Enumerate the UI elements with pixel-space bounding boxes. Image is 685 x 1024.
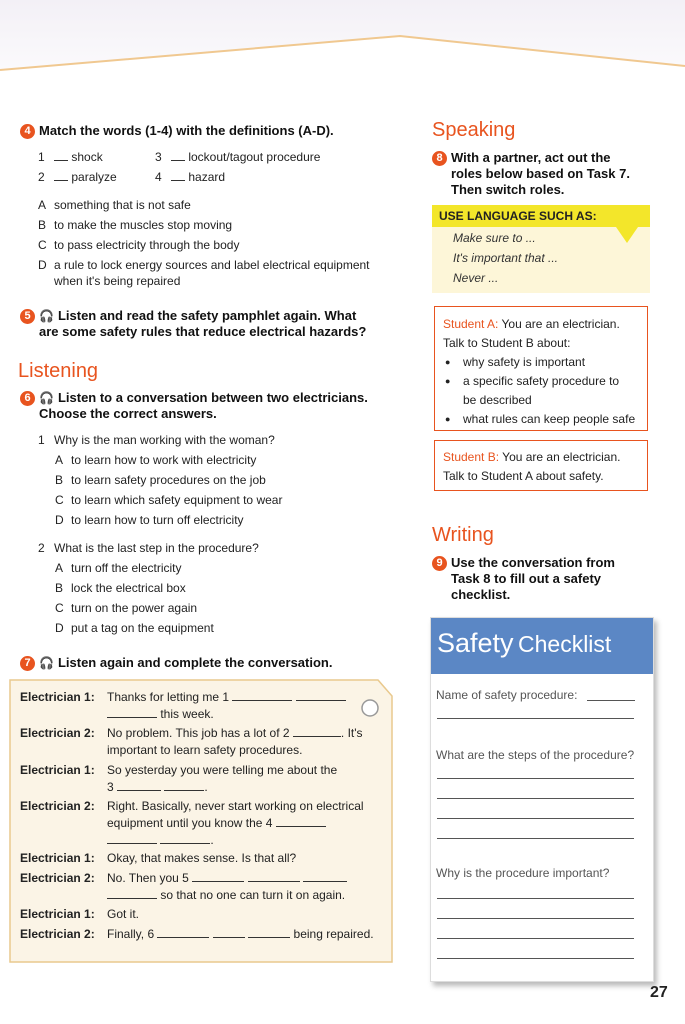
word-1: 1 shock — [38, 150, 103, 164]
word-4: 4 hazard — [155, 170, 226, 184]
option: A turn off the electricity — [55, 561, 182, 575]
task-9-heading: 9 Use the conversation from Task 8 to fill out a safety checklist. — [432, 555, 662, 603]
option: D put a tag on the equipment — [55, 621, 214, 635]
page-number: 27 — [650, 984, 668, 1001]
conv-line-7: Electrician 1: Got it. — [20, 907, 140, 921]
phrase-2: It's important that ... — [453, 251, 558, 265]
conv-line-6: Electrician 2: No. Then you 5 so that no one can turn it on again. — [20, 871, 346, 902]
definition-d: D a rule to lock energy sources and label electrical equipment — [38, 258, 370, 272]
answer-line[interactable] — [437, 938, 634, 939]
definition-c: C to pass electricity through the body — [38, 238, 240, 252]
headphones-icon: 🎧 — [39, 656, 54, 670]
definition-a: A something that is not safe — [38, 198, 191, 212]
bullet-2: ● a specific safety procedure to be described — [443, 372, 647, 410]
headphones-icon: 🎧 — [39, 309, 54, 323]
top-decorative-band — [0, 0, 685, 90]
task-6-heading: 6 🎧 Listen to a conversation between two electricians. Choose the correct answers. — [20, 390, 400, 422]
answer-line[interactable] — [437, 918, 634, 919]
task-7-heading: 7 🎧 Listen again and complete the conversation. — [20, 655, 332, 671]
headphones-icon: 🎧 — [39, 391, 54, 405]
word-3: 3 lockout/tagout procedure — [155, 150, 321, 164]
task-8-heading: 8 With a partner, act out the roles below based on Task 7. Then switch roles. — [432, 150, 662, 198]
conv-line-5: Electrician 1: Okay, that makes sense. Is that all? — [20, 851, 297, 865]
student-a-box: Student A: You are an electrician. Talk to Student B about: ● why safety is important ● a specific safety procedure to be described ● what rules can keep people safe — [434, 306, 648, 431]
option: D to learn how to turn off electricity — [55, 513, 244, 527]
conv-line-1: Electrician 1: Thanks for letting me 1 this week. — [0, 689, 398, 723]
word-2: 2 paralyze — [38, 170, 117, 184]
option: C turn on the power again — [55, 601, 198, 615]
answer-line[interactable] — [587, 700, 635, 701]
student-b-box: Student B: You are an electrician. Talk to Student A about safety. — [434, 440, 648, 491]
speaking-heading: Speaking — [432, 119, 516, 141]
conv-line-2: Electrician 2: No problem. This job has a lot of 2 . It's important to learn safety procedures. — [20, 726, 363, 757]
listening-heading: Listening — [18, 360, 99, 382]
phrase-1: Make sure to ... — [453, 231, 536, 245]
conv-line-4: Electrician 2: Right. Basically, never start working on electrical equipment until you know the 4 . — [20, 799, 364, 847]
answer-line[interactable] — [437, 798, 634, 799]
bullet-3: ● what rules can keep people safe — [443, 410, 647, 429]
phrase-3: Never ... — [453, 271, 499, 285]
field-name-label: Name of safety procedure: — [436, 688, 578, 702]
conv-line-8: Electrician 2: Finally, 6 being repaired. — [20, 927, 374, 941]
answer-line[interactable] — [437, 718, 634, 719]
task-4-heading: 4 Match the words (1-4) with the definitions (A-D). — [20, 123, 334, 139]
task-5-heading: 5 🎧 Listen and read the safety pamphlet again. What are some safety rules that reduce electrical hazards? — [20, 308, 400, 340]
answer-line[interactable] — [437, 898, 634, 899]
question-2: 2 What is the last step in the procedure? A turn off the electricity B lock the electrical box C turn on the power again D put a tag on the equipment — [38, 538, 398, 638]
answer-line[interactable] — [437, 958, 634, 959]
definition-d-cont: when it's being repaired — [54, 274, 181, 288]
option: B to learn safety procedures on the job — [55, 473, 266, 487]
question-1: 1 Why is the man working with the woman? A to learn how to work with electricity B to learn safety procedures on the job C to learn which safety equipment to wear D to learn how to turn off electricity — [38, 430, 398, 530]
use-language-box — [432, 205, 650, 293]
field-why-label: Why is the procedure important? — [436, 866, 610, 880]
option: B lock the electrical box — [55, 581, 186, 595]
callout-pointer — [616, 227, 638, 243]
definitions-list — [38, 195, 398, 289]
safety-checklist — [430, 617, 654, 982]
answer-line[interactable] — [437, 838, 634, 839]
definition-b: B to make the muscles stop moving — [38, 218, 233, 232]
writing-heading: Writing — [432, 524, 494, 546]
bullet-1: ● why safety is important — [443, 353, 647, 372]
field-steps-label: What are the steps of the procedure? — [436, 748, 635, 762]
checklist-title: Safety Checklist — [431, 618, 653, 674]
use-language-title: USE LANGUAGE SUCH AS: — [432, 205, 650, 227]
answer-line[interactable] — [437, 818, 634, 819]
option: A to learn how to work with electricity — [55, 453, 257, 467]
option: C to learn which safety equipment to wear — [55, 493, 283, 507]
conv-line-3: Electrician 1: So yesterday you were telling me about the 3 . — [20, 763, 338, 794]
answer-line[interactable] — [437, 778, 634, 779]
